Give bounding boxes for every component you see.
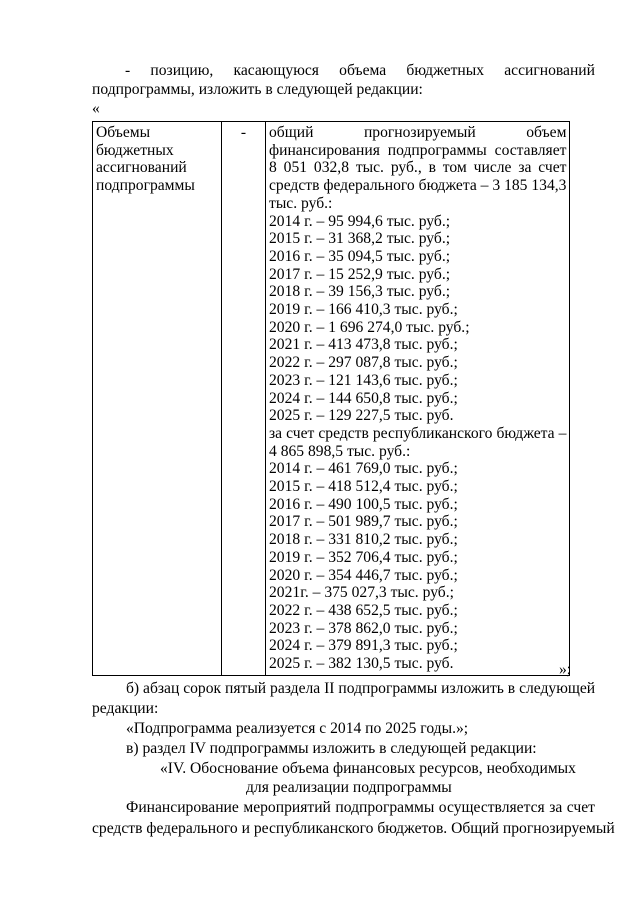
financing-line-2: средств федерального и республиканского бюджетов. Общий прогнозируемый: [92, 820, 615, 837]
content-line: 2015 г. – 418 512,4 тыс. руб.;: [269, 478, 458, 496]
table-cell-content: [266, 122, 570, 676]
content-line: 2024 г. – 379 891,3 тыс. руб.;: [269, 637, 458, 655]
content-line: 2019 г. – 352 706,4 тыс. руб.;: [269, 548, 458, 566]
content-line: финансирования подпрограммы составляет: [269, 141, 567, 159]
content-line: 2018 г. – 39 156,3 тыс. руб.;: [269, 283, 451, 301]
label-line: бюджетных: [96, 141, 174, 159]
content-line: 2021г. – 375 027,3 тыс. руб.;: [269, 584, 454, 602]
content-line: 2022 г. – 297 087,8 тыс. руб.;: [269, 354, 458, 372]
budget-table: [92, 121, 570, 676]
content-line: 2019 г. – 166 410,3 тыс. руб.;: [269, 301, 458, 319]
content-line: 2017 г. – 15 252,9 тыс. руб.;: [269, 265, 451, 283]
content-line: 2021 г. – 413 473,8 тыс. руб.;: [269, 336, 458, 354]
content-line: за счет средств республиканского бюджета –: [269, 424, 567, 442]
content-line: 8 051 032,8 тыс. руб., в том числе за счет: [269, 159, 567, 177]
intro-line-1: - позицию, касающуюся объема бюджетных ассигнований: [125, 62, 595, 79]
content-line: 2025 г. – 382 130,5 тыс. руб.: [269, 655, 454, 673]
close-quote: »;: [559, 661, 572, 678]
content-line: 2022 г. – 438 652,5 тыс. руб.;: [269, 601, 458, 619]
para-v: в) раздел IV подпрограммы изложить в следующей редакции:: [126, 740, 537, 757]
content-line: 2014 г. – 95 994,6 тыс. руб.;: [269, 212, 451, 230]
content-line: 2018 г. – 331 810,2 тыс. руб.;: [269, 531, 458, 549]
label-line: ассигнований: [96, 159, 187, 177]
content-line: 2017 г. – 501 989,7 тыс. руб.;: [269, 513, 458, 531]
para-b-line-1: б) абзац сорок пятый раздела II подпрограммы изложить в следующей: [126, 680, 596, 697]
content-line: 2020 г. – 1 696 274,0 тыс. руб.;: [269, 318, 470, 336]
open-quote: «: [92, 100, 100, 117]
content-line: 2025 г. – 129 227,5 тыс. руб.: [269, 407, 454, 425]
intro-line-2: подпрограммы, изложить в следующей редакции:: [92, 81, 423, 98]
table-cell-label: [93, 122, 222, 676]
content-line: 2020 г. – 354 446,7 тыс. руб.;: [269, 566, 458, 584]
content-line: тыс. руб.:: [269, 194, 333, 212]
para-b-line-2: редакции:: [92, 700, 159, 717]
label-line: Объемы: [96, 124, 151, 141]
content-line: 2024 г. – 144 650,8 тыс. руб.;: [269, 389, 458, 407]
content-line: 2016 г. – 35 094,5 тыс. руб.;: [269, 247, 451, 265]
content-line: 2016 г. – 490 100,5 тыс. руб.;: [269, 495, 458, 513]
label-line: подпрограммы: [96, 177, 195, 195]
content-line: 2014 г. – 461 769,0 тыс. руб.;: [269, 460, 458, 478]
section-heading-line-1: «IV. Обоснование объема финансовых ресурсов, необходимых: [160, 760, 576, 777]
quoted-sentence: «Подпрограмма реализуется с 2014 по 2025 годы.»;: [126, 720, 469, 737]
financing-line-1: Финансирование мероприятий подпрограммы осуществляется за счет: [126, 799, 595, 816]
content-line: 2023 г. – 121 143,6 тыс. руб.;: [269, 371, 458, 389]
content-line: 2023 г. – 378 862,0 тыс. руб.;: [269, 619, 458, 637]
content-line: 2015 г. – 31 368,2 тыс. руб.;: [269, 230, 451, 248]
table-row: [93, 122, 570, 676]
content-line: 4 865 898,5 тыс. руб.:: [269, 442, 411, 460]
table-cell-dash: -: [222, 122, 266, 676]
section-heading-line-2: для реализации подпрограммы: [246, 779, 452, 796]
content-line: общий прогнозируемый объем: [269, 124, 567, 141]
content-line: средств федерального бюджета – 3 185 134,3: [269, 177, 567, 195]
